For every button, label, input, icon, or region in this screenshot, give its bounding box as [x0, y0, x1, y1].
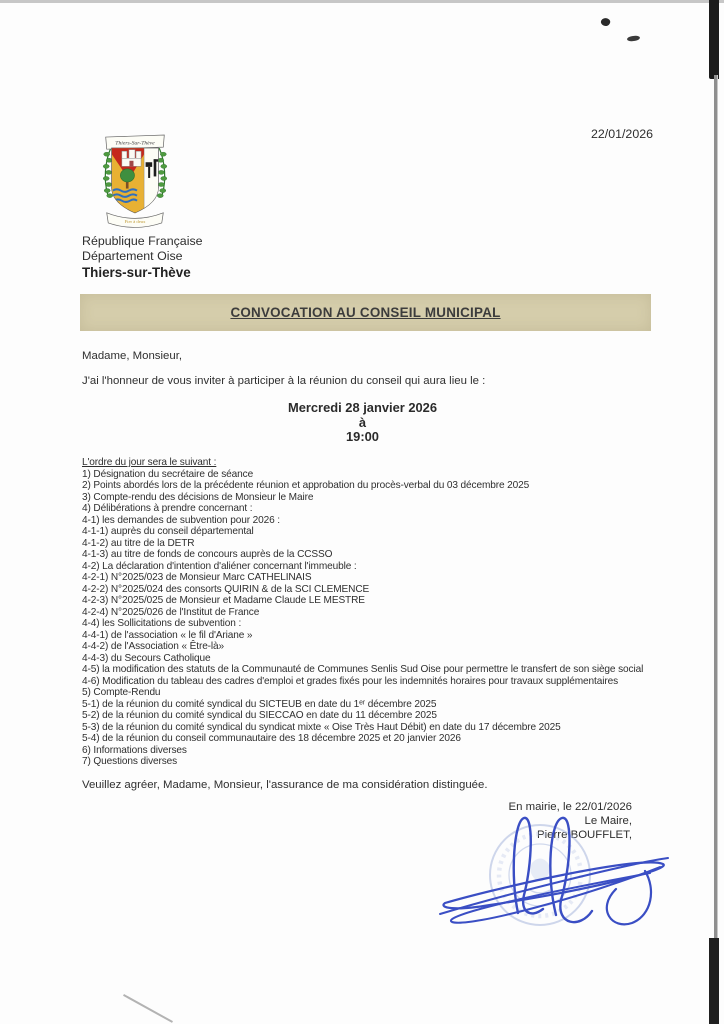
agenda-heading: L'ordre du jour sera le suivant : — [82, 457, 217, 468]
meeting-date: Mercredi 28 janvier 2026 — [287, 400, 438, 415]
agenda-item: 5-2) de la réunion du comité syndical du SIECCAO en date du 11 décembre 2025 — [82, 710, 437, 721]
sender-departement: Département Oise — [82, 249, 183, 264]
coat-of-arms — [99, 132, 171, 233]
document-date: 22/01/2026 — [590, 127, 653, 141]
meeting-connector: à — [358, 414, 367, 430]
scan-edge-line-right — [714, 75, 717, 943]
agenda-item: 4-2-1) N°2025/023 de Monsieur Marc CATHELINAIS — [82, 572, 312, 583]
scan-smudge — [627, 35, 641, 42]
scan-edge-bar-bottom-right — [709, 938, 719, 1024]
agenda-item: 4-1) les demandes de subvention pour 2026 : — [82, 514, 280, 526]
agenda-item: 4-2-2) N°2025/024 des consorts QUIRIN & de la SCI CLEMENCE — [82, 583, 370, 595]
agenda-item: 4-1-3) au titre de fonds de concours auprès de la CCSSO — [82, 549, 333, 560]
sender-block — [82, 234, 203, 280]
signature-title: Le Maire, — [584, 814, 632, 827]
agenda-item: 5-4) de la réunion du conseil communautaire des 18 décembre 2025 et 20 janvier 2026 — [82, 733, 461, 744]
scan-smudge — [600, 16, 612, 27]
logo-motto-text: Fier à deux — [124, 219, 146, 225]
scan-edge-bar-top-right — [709, 0, 719, 79]
sender-republic: République Française — [82, 234, 203, 248]
agenda-item: 4-6) Modification du tableau des cadres d'emploi et grades fixés pour les indemnités horaires pour travaux supplémentaires — [82, 675, 619, 687]
sender-commune: Thiers-sur-Thève — [82, 264, 191, 280]
agenda-list — [82, 469, 652, 768]
agenda-item: 4-4-1) de l'association « le fil d'Ariane » — [82, 629, 253, 641]
agenda — [82, 457, 652, 768]
logo-bottom-scroll — [107, 213, 164, 228]
agenda-item: 6) Informations diverses — [82, 744, 187, 756]
intro-paragraph: J'ai l'honneur de vous inviter à participer à la réunion du conseil qui aura lieu le : — [82, 375, 486, 387]
signature-name: Pierre BOUFFLET, — [537, 828, 632, 841]
meeting-datetime — [80, 401, 645, 445]
agenda-item: 4-4) les Sollicitations de subvention : — [82, 618, 242, 629]
closing-paragraph: Veuillez agréer, Madame, Monsieur, l'assurance de ma considération distinguée. — [82, 779, 488, 791]
title-banner — [80, 294, 651, 331]
agenda-item: 5-1) de la réunion du comité syndical du SICTEUB en date du 1ᵉʳ décembre 2025 — [82, 698, 437, 710]
agenda-item: 4) Délibérations à prendre concernant : — [82, 503, 253, 514]
scan-scratch — [123, 994, 173, 1022]
agenda-item: 4-4-3) du Secours Catholique — [82, 652, 211, 664]
agenda-item: 4-5) la modification des statuts de la Communauté de Communes Senlis Sud Oise pour permettre le transfert de son siège social — [82, 664, 644, 675]
agenda-item: 5-3) de la réunion du comité syndical du syndicat mixte « Oise Très Haut Débit) en date du 17 décembre 2025 — [82, 721, 561, 733]
meeting-time: 19:00 — [346, 429, 379, 445]
agenda-item: 4-2-3) N°2025/025 de Monsieur et Madame Claude LE MESTRE — [82, 595, 365, 606]
agenda-item: 4-1-2) au titre de la DETR — [82, 537, 195, 549]
salutation: Madame, Monsieur, — [82, 350, 183, 362]
agenda-item: 4-2) La déclaration d'intention d'aliéner concernant l'immeuble : — [82, 560, 357, 572]
logo-shield — [112, 148, 159, 213]
agenda-item: 4-2-4) N°2025/026 de l'Institut de France — [82, 606, 260, 618]
castle-icon — [122, 150, 141, 167]
document-title: CONVOCATION AU CONSEIL MUNICIPAL — [230, 305, 501, 320]
agenda-item: 4-4-2) de l'Association « Être-là» — [82, 641, 225, 652]
agenda-item: 3) Compte-rendu des décisions de Monsieur le Maire — [82, 491, 314, 503]
logo-top-ribbon — [106, 135, 165, 149]
agenda-item: 2) Points abordés lors de la précédente réunion et approbation du procès-verbal du 03 décembre 2025 — [82, 480, 530, 491]
agenda-item: 7) Questions diverses — [82, 756, 178, 767]
agenda-item: 4-1-1) auprès du conseil départemental — [82, 526, 254, 537]
stamp-and-signature — [410, 795, 680, 945]
signature-place-date: En mairie, le 22/01/2026 — [508, 801, 632, 813]
agenda-item: 5) Compte-Rendu — [82, 687, 161, 698]
scan-edge-top — [0, 0, 724, 3]
handwritten-signature — [440, 818, 668, 925]
agenda-item: 1) Désignation du secrétaire de séance — [82, 468, 254, 480]
logo-banner-text: Thiers-Sur-Thève — [115, 140, 155, 147]
